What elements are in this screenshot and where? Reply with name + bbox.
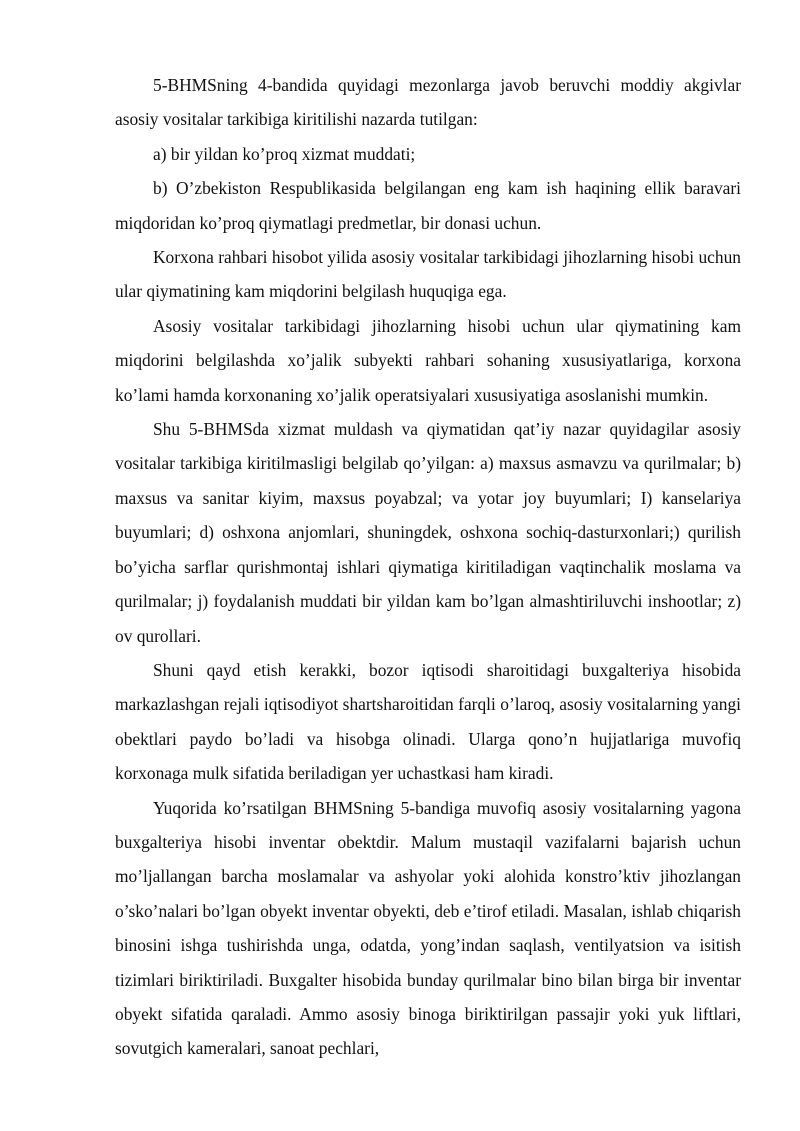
paragraph-minimum-value: Asosiy vositalar tarkibidagi jihozlarning hisobi uchun ular qiymatining kam miqdorini belgilashda xo’jalik subyekti rahbari sohaning xususiyatlariga, korxona ko’lami hamda korxonaning xo’jalik operatsiyalari xususiyatiga asoslanishi mumkin. <box>115 315 741 405</box>
paragraph-market-economy: Shuni qayd etish kerakki, bozor iqtisodi sharoitidagi buxgalteriya hisobida markazlashgan rejali iqtisodiyot shartsharoitidan farqli o’laroq, asosiy vositalarning yangi obektlari paydo bo’ladi va hisobga olinadi. Ularga qono’n hujjatlariga muvofiq korxonaga mulk sifatida beriladigan yer uchastkasi ham kiradi. <box>115 659 741 784</box>
paragraph-inventory-object: Yuqorida ko’rsatilgan BHMSning 5-bandiga muvofiq asosiy vositalarning yagona buxgalteriya hisobi inventar obektdir. Malum mustaqil vazifalarni bajarish uchun mo’ljallangan barcha moslamalar va ashyolar yoki alohida konstro’ktiv jihozlangan o’sko’nalari bo’lgan obyekt inventar obyekti, deb e’tirof etiladi. Masalan, ishlab chiqarish binosini ishga tushirishda unga, odatda, yong’indan saqlash, ventilyatsion va isitish tizimlari biriktiriladi. Buxgalter hisobida bunday qurilmalar bino bilan birga bir inventar obyekt sifatida qaraladi. Ammo asosiy binoga biriktirilgan passajir yoki yuk liftlari, sovutgich kameralari, sanoat pechlari, <box>115 797 741 1059</box>
document-page <box>115 68 741 1066</box>
paragraph-criterion-b: b) O’zbekiston Respublikasida belgilangan eng kam ish haqining ellik baravari miqdoridan ko’proq qiymatlagi predmetlar, bir donasi uchun. <box>115 178 741 233</box>
paragraph-criteria-intro: 5-BHMSning 4-bandida quyidagi mezonlarga javob beruvchi moddiy akgivlar asosiy vositalar tarkibiga kiritilishi nazarda tutilgan: <box>115 75 741 130</box>
paragraph-manager-right: Korxona rahbari hisobot yilida asosiy vositalar tarkibidagi jihozlarning hisobi uchun ular qiymatining kam miqdorini belgilash huquqiga ega. <box>115 247 741 302</box>
paragraph-exclusions: Shu 5-BHMSda xizmat muldash va qiymatidan qat’iy nazar quyidagilar asosiy vositalar tarkibiga kiritilmasligi belgilab qo’yilgan: a) maxsus asmavzu va qurilmalar; b) maxsus va sanitar kiyim, maxsus poyabzal; va yotar joy buyumlari; I) kanselariya buyumlari; d) oshxona anjomlari, shuningdek, oshxona sochiq-dasturxonlari;) qurilish bo’yicha sarflar qurishmontaj ishlari qiymatiga kiritiladigan vaqtinchalik moslama va qurilmalar; j) foydalanish muddati bir yildan kam bo’lgan almashtiriluvchi inshootlar; z) ov qurollari. <box>115 419 741 646</box>
paragraph-criterion-a: a) bir yildan ko’proq xizmat muddati; <box>153 143 416 164</box>
